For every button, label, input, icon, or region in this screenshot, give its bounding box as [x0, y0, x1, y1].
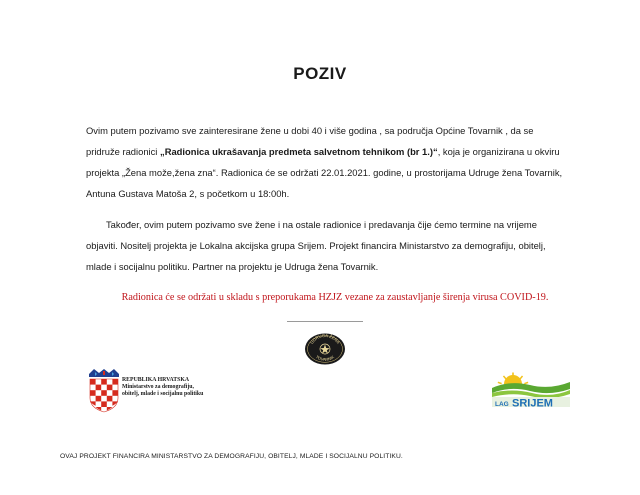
seal-top-text: UDRUGA ŽENA [309, 333, 341, 345]
lag-prefix-text: LAG [495, 401, 509, 408]
paragraph-text: , koja je organizirana u okviru [437, 146, 560, 157]
lag-name-text: SRIJEM [512, 397, 553, 408]
ministry-country: REPUBLIKA HRVATSKA [122, 377, 190, 383]
lag-srijem-logo [490, 372, 572, 408]
divider [287, 321, 363, 322]
covid-notice: Radionica će se održati u skladu s preporukama HZJZ vezane za zaustavljanje širenja virusa COVID-19. [121, 292, 549, 303]
workshop-name: „Radionica ukrašavanja predmeta salvetnom tehnikom (br 1.)“ [160, 146, 438, 157]
ministry-logo-text [122, 377, 203, 398]
seal-bottom-text: TOVARNIK [314, 354, 336, 362]
paragraph-line: mlade i socijalnu politiku. Partner na projektu je Udruga žena Tovarnik. [86, 261, 379, 272]
invitation-paragraph [86, 120, 586, 204]
paragraph-line: projekta „Žena može,žena zna“. Radionica će se održati 22.01.2021. godine, u prostorijama Udruge žena Tovarnik, [86, 167, 563, 178]
paragraph-line: Ovim putem pozivamo sve zainteresirane žene u dobi 40 i više godina , sa područja Općine Tovarnik , da se [86, 125, 534, 136]
funding-footer: OVAJ PROJEKT FINANCIRA MINISTARSTVO ZA DEMOGRAFIJU, OBITELJ, MLADE I SOCIJALNU POLITIKU. [60, 453, 403, 460]
additional-info-paragraph [86, 214, 586, 277]
paragraph-line: objaviti. Nositelj projekta je Lokalna akcijska grupa Srijem. Projekt financira Ministarstvo za demografiju, obitelj, [86, 240, 546, 251]
ministry-name-line2: obitelj, mlade i socijalnu politiku [122, 391, 204, 397]
ministry-name-line1: Ministarstvo za demografiju, [122, 384, 194, 390]
udruga-zena-seal-logo [304, 333, 346, 365]
croatian-coat-of-arms-icon [86, 368, 122, 413]
paragraph-line: Antuna Gustava Matoša 2, s početkom u 18:00h. [86, 188, 290, 199]
paragraph-line [86, 214, 586, 235]
document-title: POZIV [293, 64, 347, 83]
paragraph-text: pridruže radionici [86, 146, 160, 157]
paragraph-text: Također, ovim putem pozivamo sve žene i na ostale radionice i predavanja čije ćemo termine na vrijeme [106, 219, 537, 230]
paragraph-line [86, 141, 586, 162]
